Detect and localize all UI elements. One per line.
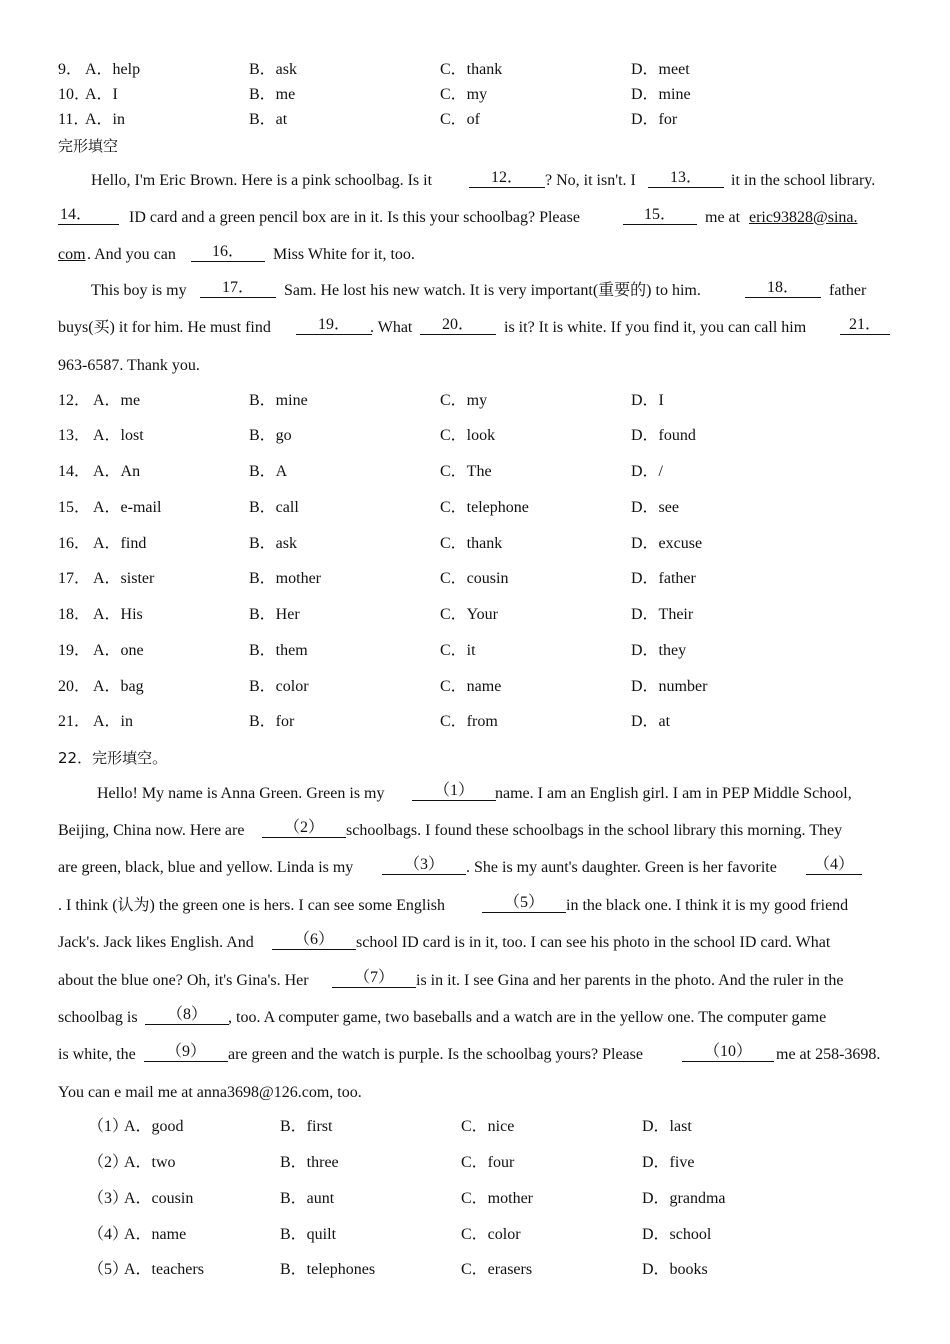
option-a: A．bag bbox=[93, 678, 144, 695]
blank-1: （1） bbox=[412, 782, 496, 801]
option-c: C．nice bbox=[461, 1118, 515, 1135]
blank-10: （10） bbox=[682, 1043, 774, 1062]
passage-text: ? No, it isn't. I bbox=[545, 172, 636, 189]
option-d: D．they bbox=[631, 642, 687, 659]
question-row bbox=[0, 389, 950, 413]
option-d: D．excuse bbox=[631, 535, 703, 552]
option-c: C．look bbox=[440, 427, 496, 444]
passage-text: it in the school library. bbox=[731, 172, 876, 189]
question-number: 9． bbox=[58, 61, 83, 78]
question-row bbox=[0, 1115, 950, 1139]
section-title-cloze: 完形填空 bbox=[58, 137, 119, 155]
option-b: B．at bbox=[249, 111, 288, 128]
option-a: A．in bbox=[85, 111, 126, 128]
option-a: A．in bbox=[93, 713, 134, 730]
option-a: A．two bbox=[124, 1154, 176, 1171]
option-b: B．me bbox=[249, 86, 296, 103]
blank-5: （5） bbox=[482, 894, 566, 913]
option-b: B．three bbox=[280, 1154, 339, 1171]
option-c: C．Your bbox=[440, 606, 498, 623]
blank-3: （3） bbox=[382, 856, 466, 875]
option-d: D．I bbox=[631, 392, 664, 409]
blank-17: 17． bbox=[200, 279, 276, 298]
question-row bbox=[0, 1151, 950, 1175]
question-row bbox=[0, 532, 950, 556]
option-b: B．them bbox=[249, 642, 308, 659]
option-a: A．sister bbox=[93, 570, 155, 587]
blank-12: 12． bbox=[469, 169, 545, 188]
passage-text: schoolbags. I found these schoolbags in the school library this morning. They bbox=[346, 822, 843, 839]
question-row bbox=[0, 567, 950, 591]
question-row bbox=[0, 639, 950, 663]
option-d: D．meet bbox=[631, 61, 690, 78]
question-row bbox=[0, 460, 950, 484]
option-c: C．thank bbox=[440, 535, 503, 552]
option-d: D．for bbox=[631, 111, 678, 128]
blank-8: （8） bbox=[145, 1006, 229, 1025]
passage-text: 963-6587. Thank you. bbox=[58, 357, 200, 374]
passage-text: in the black one. I think it is my good friend bbox=[566, 897, 849, 914]
passage-text: Miss White for it, too. bbox=[273, 246, 415, 263]
option-b: B．aunt bbox=[280, 1190, 335, 1207]
question-number: 21． bbox=[58, 713, 91, 730]
option-c: C．mother bbox=[461, 1190, 533, 1207]
option-b: B．call bbox=[249, 499, 299, 516]
question-number: 17． bbox=[58, 570, 91, 587]
option-b: B．ask bbox=[249, 535, 298, 552]
passage-text: ID card and a green pencil box are in it. Is this your schoolbag? Please bbox=[129, 209, 580, 226]
blank-14: 14． bbox=[58, 206, 119, 225]
question-row bbox=[0, 1223, 950, 1247]
blank-16: 16． bbox=[191, 243, 265, 262]
option-c: C．cousin bbox=[440, 570, 509, 587]
passage-text: buys(买) it for him. He must find bbox=[58, 319, 271, 336]
question-number: （5） bbox=[88, 1261, 129, 1278]
passage-text: name. I am an English girl. I am in PEP Middle School, bbox=[495, 785, 852, 802]
question-row bbox=[0, 83, 950, 107]
option-d: D．school bbox=[642, 1226, 712, 1243]
option-c: C．erasers bbox=[461, 1261, 533, 1278]
passage-text: Hello! My name is Anna Green. Green is my bbox=[97, 785, 385, 802]
passage-text: This boy is my bbox=[91, 282, 187, 299]
blank-13: 13． bbox=[648, 169, 724, 188]
question-number: （3） bbox=[88, 1190, 129, 1207]
option-b: B．go bbox=[249, 427, 292, 444]
passage-text: school ID card is in it, too. I can see his photo in the school ID card. What bbox=[356, 934, 831, 951]
question-number: 10． bbox=[58, 86, 91, 103]
option-b: B．ask bbox=[249, 61, 298, 78]
option-c: C．my bbox=[440, 86, 488, 103]
option-d: D．books bbox=[642, 1261, 708, 1278]
question-row bbox=[0, 710, 950, 734]
question-number: 19． bbox=[58, 642, 91, 659]
option-b: B．telephones bbox=[280, 1261, 376, 1278]
option-c: C．my bbox=[440, 392, 488, 409]
question-number: 14． bbox=[58, 463, 91, 480]
question-number: （1） bbox=[88, 1118, 129, 1135]
option-d: D．last bbox=[642, 1118, 692, 1135]
passage-text: is in it. I see Gina and her parents in the photo. And the ruler in the bbox=[416, 972, 844, 989]
option-b: B．for bbox=[249, 713, 295, 730]
question-row bbox=[0, 58, 950, 82]
option-b: B．Her bbox=[249, 606, 300, 623]
blank-2: （2） bbox=[262, 819, 346, 838]
section-title-22: 22．完形填空。 bbox=[58, 749, 168, 767]
option-a: A．help bbox=[85, 61, 141, 78]
option-a: A．good bbox=[124, 1118, 184, 1135]
email-link-part2[interactable]: com bbox=[58, 246, 86, 263]
option-c: C．telephone bbox=[440, 499, 529, 516]
option-d: D．number bbox=[631, 678, 708, 695]
option-a: A．name bbox=[124, 1226, 187, 1243]
option-d: D．see bbox=[631, 499, 679, 516]
passage-text: . And you can bbox=[87, 246, 176, 263]
option-b: B．color bbox=[249, 678, 309, 695]
option-a: A．teachers bbox=[124, 1261, 204, 1278]
option-d: D．grandma bbox=[642, 1190, 726, 1207]
option-d: D．/ bbox=[631, 463, 664, 480]
blank-4: （4） bbox=[806, 856, 862, 875]
passage-text: are green, black, blue and yellow. Linda is my bbox=[58, 859, 354, 876]
passage-text: , too. A computer game, two baseballs and a watch are in the yellow one. The computer game bbox=[228, 1009, 827, 1026]
question-number: 18． bbox=[58, 606, 91, 623]
blank-15: 15． bbox=[623, 206, 697, 225]
question-row bbox=[0, 108, 950, 132]
option-c: C．of bbox=[440, 111, 481, 128]
option-b: B．A bbox=[249, 463, 288, 480]
option-c: C．from bbox=[440, 713, 498, 730]
question-row bbox=[0, 1187, 950, 1211]
passage-text: about the blue one? Oh, it's Gina's. Her bbox=[58, 972, 309, 989]
question-number: （4） bbox=[88, 1226, 129, 1243]
blank-19: 19． bbox=[296, 316, 372, 335]
question-row bbox=[0, 1258, 950, 1282]
passage-text: Beijing, China now. Here are bbox=[58, 822, 245, 839]
option-b: B．quilt bbox=[280, 1226, 337, 1243]
option-a: A．An bbox=[93, 463, 141, 480]
passage-text: . I think (认为) the green one is hers. I can see some English bbox=[58, 897, 446, 914]
question-number: 15． bbox=[58, 499, 91, 516]
passage-text: me at 258-3698. bbox=[776, 1046, 881, 1063]
option-d: D．at bbox=[631, 713, 671, 730]
passage-text: me at bbox=[705, 209, 741, 226]
option-c: C．name bbox=[440, 678, 502, 695]
option-c: C．thank bbox=[440, 61, 503, 78]
passage-text: Sam. He lost his new watch. It is very important(重要的) to him. bbox=[284, 282, 701, 299]
question-number: 13． bbox=[58, 427, 91, 444]
passage-text: father bbox=[829, 282, 867, 299]
option-c: C．it bbox=[440, 642, 476, 659]
passage-text: . What bbox=[370, 319, 413, 336]
email-link-part1[interactable]: eric93828@sina. bbox=[749, 209, 858, 226]
option-a: A．I bbox=[85, 86, 118, 103]
option-a: A．His bbox=[93, 606, 143, 623]
option-a: A．find bbox=[93, 535, 147, 552]
question-row bbox=[0, 424, 950, 448]
option-a: A．lost bbox=[93, 427, 144, 444]
option-c: C．four bbox=[461, 1154, 515, 1171]
blank-20: 20． bbox=[420, 316, 496, 335]
blank-21: 21． bbox=[840, 316, 890, 335]
passage-text: You can e mail me at anna3698@126.com, too. bbox=[58, 1084, 362, 1101]
passage-text: Hello, I'm Eric Brown. Here is a pink schoolbag. Is it bbox=[91, 172, 433, 189]
blank-7: （7） bbox=[332, 969, 416, 988]
question-row bbox=[0, 603, 950, 627]
option-a: A．cousin bbox=[124, 1190, 194, 1207]
option-a: A．me bbox=[93, 392, 141, 409]
option-d: D．found bbox=[631, 427, 696, 444]
option-c: C．The bbox=[440, 463, 492, 480]
option-a: A．one bbox=[93, 642, 144, 659]
option-d: D．Their bbox=[631, 606, 694, 623]
passage-text: . She is my aunt's daughter. Green is her favorite bbox=[466, 859, 777, 876]
question-row bbox=[0, 675, 950, 699]
option-b: B．mine bbox=[249, 392, 308, 409]
question-number: 12． bbox=[58, 392, 91, 409]
option-d: D．father bbox=[631, 570, 696, 587]
option-b: B．first bbox=[280, 1118, 333, 1135]
option-a: A．e-mail bbox=[93, 499, 162, 516]
option-c: C．color bbox=[461, 1226, 521, 1243]
passage-text: is white, the bbox=[58, 1046, 136, 1063]
question-row bbox=[0, 496, 950, 520]
question-number: 11． bbox=[58, 111, 90, 128]
option-d: D．five bbox=[642, 1154, 695, 1171]
passage-text: schoolbag is bbox=[58, 1009, 138, 1026]
passage-text: are green and the watch is purple. Is the schoolbag yours? Please bbox=[228, 1046, 643, 1063]
blank-9: （9） bbox=[144, 1043, 228, 1062]
question-number: （2） bbox=[88, 1154, 129, 1171]
question-number: 20． bbox=[58, 678, 91, 695]
option-b: B．mother bbox=[249, 570, 321, 587]
passage-text: Jack's. Jack likes English. And bbox=[58, 934, 254, 951]
question-number: 16． bbox=[58, 535, 91, 552]
blank-18: 18． bbox=[745, 279, 821, 298]
blank-6: （6） bbox=[272, 931, 356, 950]
passage-text: is it? It is white. If you find it, you can call him bbox=[504, 319, 807, 336]
option-d: D．mine bbox=[631, 86, 691, 103]
